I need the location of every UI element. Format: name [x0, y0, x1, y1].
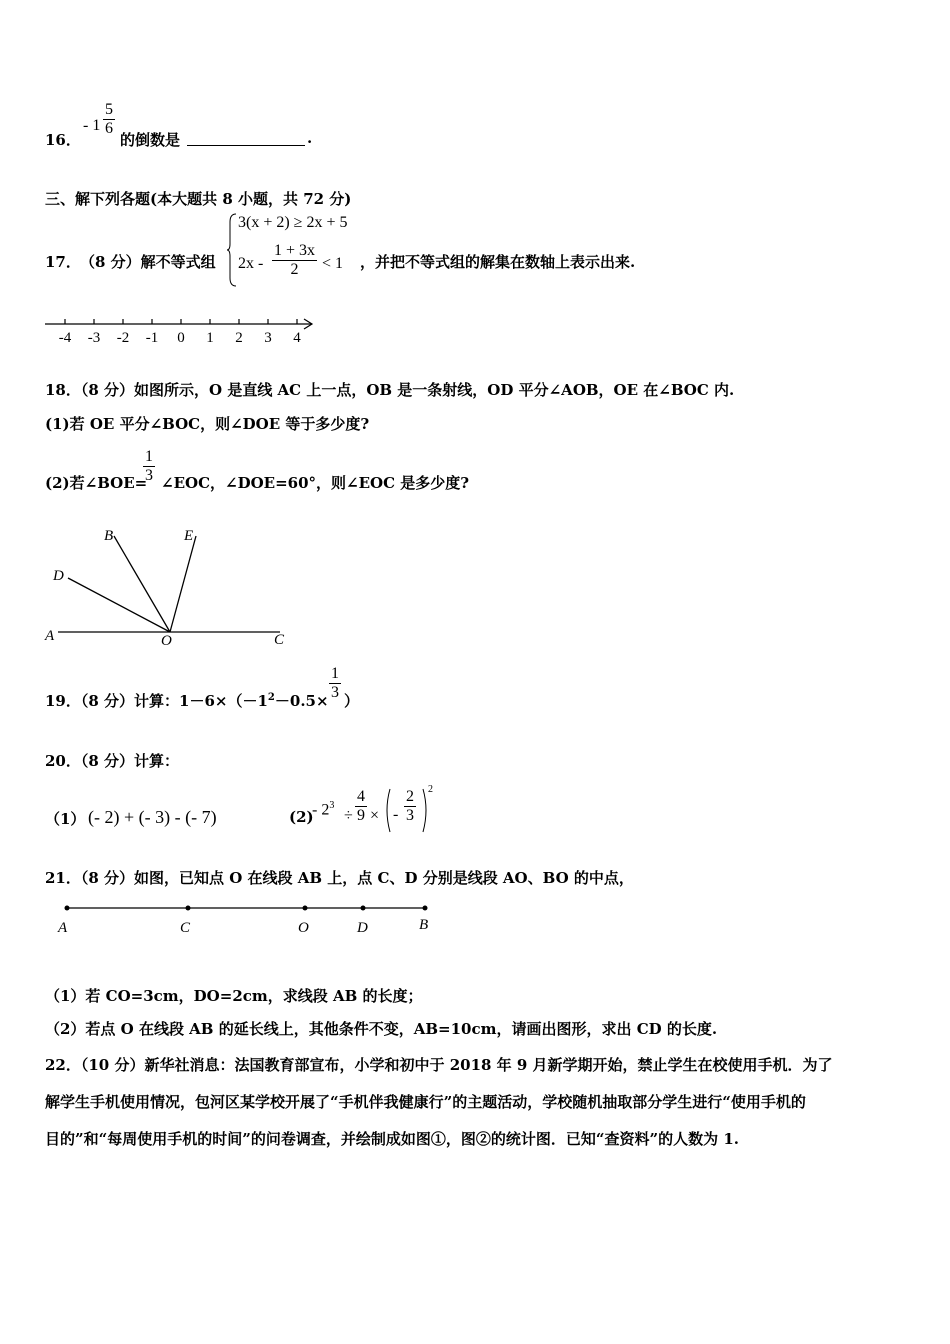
q20-p2-times: ×: [370, 807, 380, 824]
number-line: [40, 310, 330, 350]
number-line-tick-label: 2: [235, 330, 243, 346]
q20-p2-frac1: [355, 788, 367, 825]
q16-frac-num: 5: [105, 101, 113, 118]
q21-part1: （1）若 CO=3cm，DO=2cm，求线段 AB 的长度；: [45, 987, 423, 1005]
q16-fraction: [103, 101, 115, 138]
q17-line2-right: < 1: [322, 255, 344, 272]
q19-fraction: [329, 665, 341, 702]
ray-oe: [170, 536, 196, 632]
number-line-tick-label: 4: [293, 330, 301, 346]
q17-line2-left: 2x -: [238, 255, 264, 272]
seg-label-o: O: [298, 920, 309, 936]
q18-stem: 18．（8 分）如图所示，O 是直线 AC 上一点，OB 是一条射线，OD 平分∠AOB，OE 在∠BOC 内.: [45, 381, 735, 399]
q20-p2-outer-sup: 2: [428, 784, 433, 795]
q20-p2-frac2-num: 2: [406, 788, 414, 805]
q20-p2-label: (2): [289, 808, 314, 826]
q21-stem: 21．（8 分）如图，已知点 O 在线段 AB 上，点 C、D 分别是线段 AO、BO 的中点，: [45, 869, 634, 887]
number-line-tick-label: 0: [177, 330, 185, 346]
number-line-ticks: [59, 319, 302, 346]
q18-part2-suffix: ∠EOC，∠DOE=60°，则∠EOC 是多少度?: [161, 474, 470, 492]
label-c: C: [274, 632, 285, 648]
point-c: [186, 906, 191, 911]
q20-p2-a-text: - 2: [312, 801, 330, 819]
q19-frac-den: 3: [331, 684, 339, 701]
q20-p2-frac1-den: 9: [357, 807, 365, 824]
q19: [45, 690, 329, 711]
q16-end: .: [307, 129, 313, 147]
label-e: E: [184, 528, 194, 544]
point-a: [65, 906, 70, 911]
q22-line1: 22．（10 分）新华社消息：法国教育部宣布，小学和初中于 2018 年 9 月新学期开始，禁止学生在校使用手机．为了: [45, 1056, 833, 1074]
label-b: B: [104, 528, 114, 544]
q18-frac-num: 1: [145, 448, 153, 465]
point-b: [423, 906, 428, 911]
seg-label-a: A: [58, 920, 68, 936]
number-line-tick-label: -4: [58, 330, 72, 346]
q19-frac-num: 1: [331, 665, 339, 682]
label-d: D: [53, 568, 64, 584]
q16-answer-blank[interactable]: [187, 131, 305, 146]
q20-p1-label: （1）: [45, 810, 86, 828]
q20-p2-sup: 3: [329, 800, 335, 811]
label-a: A: [45, 628, 55, 644]
q22-line3: 目的”和“每周使用手机的时间”的问卷调查，并绘制成如图①，图②的统计图．已知“查资料”的人数为 1.: [45, 1130, 740, 1148]
q16-number: 16．: [45, 131, 81, 149]
number-line-tick-label: 3: [264, 330, 272, 346]
q19-sup: 2: [267, 692, 275, 703]
segment-figure: [50, 896, 440, 942]
q17-frac-den: 2: [290, 261, 299, 278]
q17-suffix: ，并把不等式组的解集在数轴上表示出来.: [360, 253, 636, 271]
q19-end: ）: [344, 692, 360, 710]
seg-label-c: C: [180, 920, 191, 936]
number-line-tick-label: 1: [206, 330, 214, 346]
seg-label-b: B: [419, 917, 429, 933]
seg-label-d: D: [357, 920, 368, 936]
q17-fraction: [272, 242, 317, 279]
q20-p2-div: ÷: [344, 807, 353, 824]
number-line-tick-label: -3: [87, 330, 101, 346]
q17-line1: 3(x + 2) ≥ 2x + 5: [238, 214, 348, 231]
angle-figure: [40, 520, 300, 650]
q18-part1: (1)若 OE 平分∠BOC，则∠DOE 等于多少度?: [45, 415, 370, 433]
q18-fraction: [143, 448, 155, 485]
q20-p1-expr: (- 2) + (- 3) - (- 7): [88, 807, 217, 827]
q18-frac-den: 3: [145, 467, 153, 484]
q19-middle: －0.5×: [274, 692, 329, 710]
q18-part2-prefix: (2)若∠BOE=: [45, 474, 148, 492]
q21-part2: （2）若点 O 在线段 AB 的延长线上，其他条件不变，AB=10cm，请画出图形，求出 CD 的长度.: [45, 1020, 718, 1038]
q17-prefix: （8 分）解不等式组: [80, 253, 216, 271]
q16-frac-den: 6: [105, 120, 113, 137]
q22-line2: 解学生手机使用情况，包河区某学校开展了“手机伴我健康行”的主题活动，学校随机抽取部分学生进行“使用手机的: [45, 1093, 806, 1111]
point-o: [303, 906, 308, 911]
number-line-tick-label: -1: [145, 330, 159, 346]
q20-p2-frac2: [404, 788, 416, 825]
q20-p2-frac1-num: 4: [357, 788, 365, 805]
point-d: [361, 906, 366, 911]
q17-brace: [226, 212, 238, 288]
q20-stem: 20．（8 分）计算：: [45, 752, 180, 770]
q17-number: 17．: [45, 253, 81, 271]
q16-mixed-whole: - 1: [83, 117, 101, 134]
q19-prefix: 19．（8 分）计算：1－6×（－1: [45, 692, 268, 710]
number-line-tick-label: -2: [116, 330, 130, 346]
q17-frac-num: 1 + 3x: [274, 242, 316, 259]
q16-text: 的倒数是: [120, 131, 181, 149]
q20-p2-frac2-den: 3: [406, 807, 414, 824]
q20-p2-minus: -: [393, 806, 399, 823]
q20-p2-a: [312, 800, 334, 819]
label-o: O: [161, 633, 172, 649]
section3-title: 三、解下列各题(本大题共 8 小题，共 72 分): [45, 190, 352, 208]
